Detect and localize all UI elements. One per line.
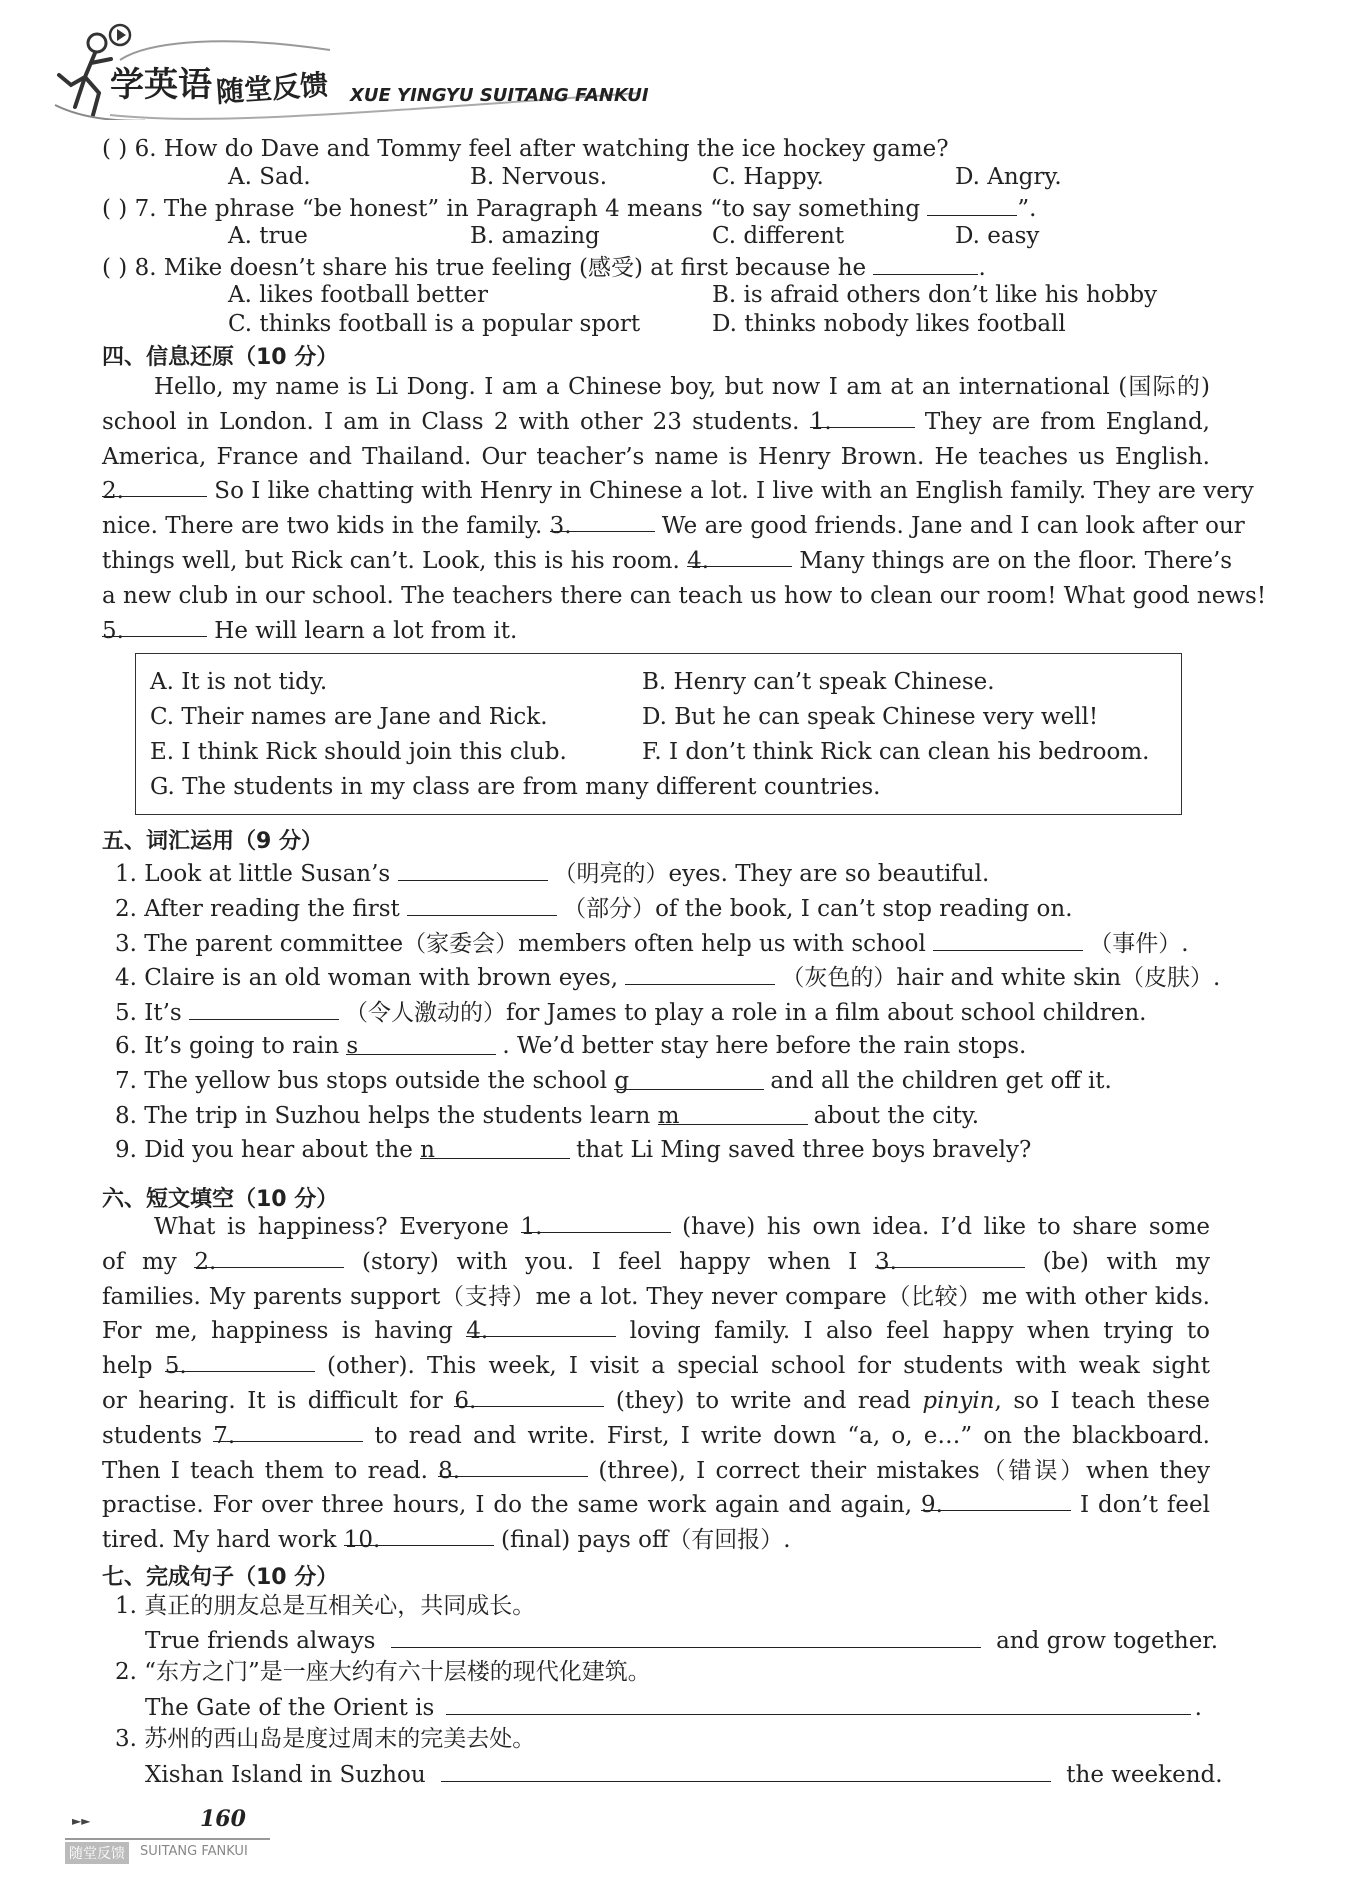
passage-text: nice. There are two kids in the family. xyxy=(102,513,550,540)
sec5-item xyxy=(115,962,1220,992)
passage-line xyxy=(102,405,1210,440)
passage-text: They are from England, xyxy=(914,408,1210,435)
sec5-item xyxy=(115,1102,979,1130)
sec5-item xyxy=(115,1067,1112,1095)
sec5-item xyxy=(115,858,989,888)
sec7-item-3-en xyxy=(145,1759,1223,1789)
q8-blank[interactable] xyxy=(873,252,978,275)
sec5-item xyxy=(115,893,1073,923)
sec5-item-text: 5. It’s xyxy=(115,1000,190,1027)
q7-end: ”. xyxy=(1017,196,1037,222)
sec7-item-2-blank[interactable] xyxy=(446,1692,1191,1715)
answer-blank[interactable]: 2. xyxy=(102,474,207,497)
sec5-item-rest: . We’d better stay here before the rain stops. xyxy=(502,1033,1027,1059)
sec5-blank[interactable] xyxy=(407,893,557,916)
q8-option-b: B. is afraid others don’t like his hobby xyxy=(712,282,1158,308)
header-title-en: XUE YINGYU SUITANG FANKUI xyxy=(350,85,649,106)
passage-line xyxy=(102,579,1267,614)
passage-line xyxy=(102,544,1233,579)
sec5-item-text: 6. It’s going to rain xyxy=(115,1033,347,1059)
passage-text: Then I teach them to read. xyxy=(102,1457,439,1484)
answer-blank[interactable]: 5. xyxy=(165,1349,315,1372)
passage-text: (they) to write and read pinyin, so I teach these xyxy=(604,1387,1211,1414)
passage-text: He will learn a lot from it. xyxy=(207,617,518,644)
q8-option-c: C. thinks football is a popular sport xyxy=(228,311,641,337)
answer-blank[interactable]: 8. xyxy=(438,1454,588,1477)
passage-text: (be) with my xyxy=(1024,1248,1210,1275)
q8-option-d: D. thinks nobody likes football xyxy=(712,311,1066,337)
sec7-item-1-post: and grow together. xyxy=(996,1628,1219,1654)
passage-line xyxy=(102,440,1210,475)
sec4-option-b: B. Henry can’t speak Chinese. xyxy=(642,669,995,695)
passage-line xyxy=(102,1384,1210,1419)
sec5-item-rest: （明亮的）eyes. They are so beautiful. xyxy=(553,861,990,887)
sec5-blank[interactable]: n xyxy=(420,1136,570,1159)
passage-text: For me, happiness is having xyxy=(102,1318,467,1345)
sec4-option-a: A. It is not tidy. xyxy=(150,669,328,695)
sec5-blank[interactable] xyxy=(933,928,1083,951)
header xyxy=(30,15,670,125)
header-title-cn: 学英语 xyxy=(110,65,212,105)
question-6 xyxy=(102,135,949,163)
passage-line xyxy=(102,1523,1210,1558)
question-7 xyxy=(102,193,1037,223)
answer-blank[interactable]: 9. xyxy=(921,1488,1071,1511)
passage-line xyxy=(102,614,1210,649)
answer-blank[interactable]: 2. xyxy=(194,1245,344,1268)
q7-blank[interactable] xyxy=(927,193,1017,216)
question-8-stem: ( ) 8. Mike doesn’t share his true feeling (感受) at first because he xyxy=(102,255,867,281)
answer-blank[interactable]: 6. xyxy=(454,1384,604,1407)
sec5-blank[interactable] xyxy=(398,858,548,881)
passage-text: practise. For over three hours, I do the same work again and again, xyxy=(102,1492,921,1519)
italic-word: pinyin xyxy=(922,1387,995,1414)
passage-text: (story) with you. I feel happy when I xyxy=(344,1248,875,1275)
answer-blank[interactable]: 5. xyxy=(102,614,207,637)
passage-line xyxy=(102,1488,1210,1523)
sec5-item-rest: （灰色的）hair and white skin（皮肤）. xyxy=(781,965,1221,992)
passage-text: loving family. I also feel happy when trying to xyxy=(616,1318,1210,1345)
sec7-item-2-en xyxy=(145,1692,1202,1722)
answer-blank[interactable]: 7. xyxy=(213,1419,363,1442)
sec5-item xyxy=(115,928,1189,958)
passage-text: help xyxy=(102,1353,165,1380)
sec7-item-3-cn: 3. 苏州的西山岛是度过周末的完美去处。 xyxy=(115,1726,536,1752)
answer-blank[interactable]: 1. xyxy=(810,405,915,428)
sec5-item-rest: that Li Ming saved three boys bravely? xyxy=(576,1137,1032,1164)
passage-text: of my xyxy=(102,1248,195,1275)
sec7-item-1-blank[interactable] xyxy=(391,1625,981,1648)
sec5-item-text: 8. The trip in Suzhou helps the students learn xyxy=(115,1102,658,1129)
q8-end: . xyxy=(978,255,986,281)
sec5-blank[interactable]: g xyxy=(614,1067,764,1090)
passage-text: (three), I correct their mistakes（错误）when they xyxy=(588,1457,1210,1484)
q7-option-b: B. amazing xyxy=(470,223,600,249)
passage-text: things well, but Rick can’t. Look, this is his room. xyxy=(102,547,688,574)
q6-option-c: C. Happy. xyxy=(712,164,824,190)
passage-text: to read and write. First, I write down “a, o, e…” on the blackboard. xyxy=(363,1422,1210,1449)
passage-line xyxy=(102,370,1210,405)
q6-option-a: A. Sad. xyxy=(228,164,311,190)
q7-option-c: C. different xyxy=(712,223,845,249)
question-7-stem: ( ) 7. The phrase “be honest” in Paragraph 4 means “to say something xyxy=(102,196,921,222)
passage-text: Hello, my name is Li Dong. I am a Chinese boy, but now I am at an international (国际的) xyxy=(154,374,1210,400)
passage-text: America, France and Thailand. Our teacher’s name is Henry Brown. He teaches us English. xyxy=(102,443,1210,470)
answer-blank[interactable]: 1. xyxy=(521,1210,671,1233)
passage-text: Many things are on the floor. There’s xyxy=(792,547,1233,574)
sec5-item-rest: and all the children get off it. xyxy=(770,1067,1112,1094)
footer-label-en: SUITANG FANKUI xyxy=(140,1844,248,1859)
sec5-item-rest: （事件）. xyxy=(1089,930,1189,957)
sec4-option-d: D. But he can speak Chinese very well! xyxy=(642,704,1099,730)
section-6-passage xyxy=(102,1210,1210,1558)
sec5-item xyxy=(115,997,1146,1027)
sec5-blank[interactable]: s xyxy=(346,1032,496,1055)
sec5-item-rest: （部分）of the book, I can’t stop reading on. xyxy=(563,895,1073,922)
sec7-item-2-cn: 2. “东方之门”是一座大约有六十层楼的现代化建筑。 xyxy=(115,1659,651,1685)
sec7-item-3-blank[interactable] xyxy=(441,1759,1051,1782)
passage-line xyxy=(102,1314,1210,1349)
passage-line xyxy=(102,474,1254,509)
footer xyxy=(60,1800,280,1870)
sec5-blank[interactable] xyxy=(625,962,775,985)
sec7-item-2-post: . xyxy=(1194,1695,1202,1721)
q8-option-a: A. likes football better xyxy=(228,282,488,308)
sec5-item-text: 4. Claire is an old woman with brown eyes, xyxy=(115,965,626,992)
answer-blank[interactable]: 4. xyxy=(687,544,792,567)
sec7-item-1-cn: 1. 真正的朋友总是互相关心，共同成长。 xyxy=(115,1593,536,1619)
passage-line xyxy=(102,1454,1210,1489)
sec4-option-f: F. I don’t think Rick can clean his bedroom. xyxy=(642,739,1150,765)
footer-label-bar xyxy=(65,1838,270,1840)
sec4-option-e: E. I think Rick should join this club. xyxy=(150,739,567,765)
passage-line xyxy=(102,1280,1210,1315)
footer-arrow-icon: ►► xyxy=(72,1814,91,1828)
sec7-item-3-pre: Xishan Island in Suzhou xyxy=(145,1762,426,1788)
answer-blank[interactable]: 4. xyxy=(466,1314,616,1337)
footer-label-cn: 随堂反馈 xyxy=(65,1842,129,1864)
passage-text: a new club in our school. The teachers there can teach us how to clean our room! What good news! xyxy=(102,582,1267,609)
section-7-title: 七、完成句子（10 分） xyxy=(102,1565,339,1590)
section-5-title: 五、词汇运用（9 分） xyxy=(102,829,323,854)
q7-option-d: D. easy xyxy=(955,223,1040,249)
passage-text: school in London. I am in Class 2 with other 23 students. xyxy=(102,408,810,435)
passage-text: (final) pays off（有回报）. xyxy=(493,1527,791,1554)
sec5-item-text: 7. The yellow bus stops outside the school xyxy=(115,1067,615,1094)
passage-text: We are good friends. Jane and I can look after our xyxy=(654,513,1245,540)
q6-option-b: B. Nervous. xyxy=(470,164,608,190)
passage-line xyxy=(102,509,1245,544)
passage-text: tired. My hard work xyxy=(102,1527,344,1554)
sec5-blank[interactable] xyxy=(189,997,339,1020)
passage-line xyxy=(102,1245,1210,1280)
answer-blank[interactable]: 10. xyxy=(344,1523,494,1546)
page-number: 160 xyxy=(200,1806,246,1832)
passage-text: or hearing. It is difficult for xyxy=(102,1387,455,1414)
sec5-item xyxy=(115,1136,1031,1164)
q7-option-a: A. true xyxy=(228,223,308,249)
passage-text: families. My parents support（支持）me a lot. They never compare（比较）me with other kids. xyxy=(102,1283,1210,1310)
q6-option-d: D. Angry. xyxy=(955,164,1062,190)
passage-line xyxy=(102,1419,1210,1454)
passage-line xyxy=(102,1349,1210,1384)
section-6-title: 六、短文填空（10 分） xyxy=(102,1187,339,1212)
sec5-item-text: 1. Look at little Susan’s xyxy=(115,861,398,887)
sec5-item-rest: （令人激动的）for James to play a role in a film about school children. xyxy=(345,1000,1147,1027)
answer-blank[interactable]: 3. xyxy=(875,1245,1025,1268)
sec5-item-rest: about the city. xyxy=(813,1102,980,1129)
sec5-item-text: 9. Did you hear about the xyxy=(115,1137,421,1164)
header-subtitle-cn: 随堂反馈 xyxy=(215,68,330,109)
sec4-option-g: G. The students in my class are from many different countries. xyxy=(150,774,881,800)
passage-text: (have) his own idea. I’d like to share some xyxy=(670,1214,1210,1240)
sec7-item-1-en xyxy=(145,1625,1219,1655)
passage-text: So I like chatting with Henry in Chinese a lot. I live with an English family. They are very xyxy=(207,478,1254,505)
sec5-blank[interactable]: m xyxy=(658,1102,808,1125)
question-6-stem: ( ) 6. How do Dave and Tommy feel after watching the ice hockey game? xyxy=(102,136,949,162)
sec5-item xyxy=(115,1032,1026,1060)
passage-text: I don’t feel xyxy=(1070,1492,1210,1519)
section-4-passage xyxy=(102,370,1267,648)
sec5-item-text: 2. After reading the first xyxy=(115,895,408,922)
sec5-item-text: 3. The parent committee（家委会）members often help us with school xyxy=(115,930,934,957)
sec7-item-1-pre: True friends always xyxy=(145,1628,376,1654)
question-8 xyxy=(102,252,986,282)
section-4-title: 四、信息还原（10 分） xyxy=(102,345,339,370)
passage-text: What is happiness? Everyone xyxy=(154,1214,521,1240)
passage-line xyxy=(102,1210,1210,1245)
passage-text: students xyxy=(102,1422,214,1449)
sec7-item-3-post: the weekend. xyxy=(1066,1762,1223,1788)
sec4-option-c: C. Their names are Jane and Rick. xyxy=(150,704,548,730)
passage-text: (other). This week, I visit a special school for students with weak sight xyxy=(314,1353,1210,1380)
answer-blank[interactable]: 3. xyxy=(550,509,655,532)
sec7-item-2-pre: The Gate of the Orient is xyxy=(145,1695,435,1721)
